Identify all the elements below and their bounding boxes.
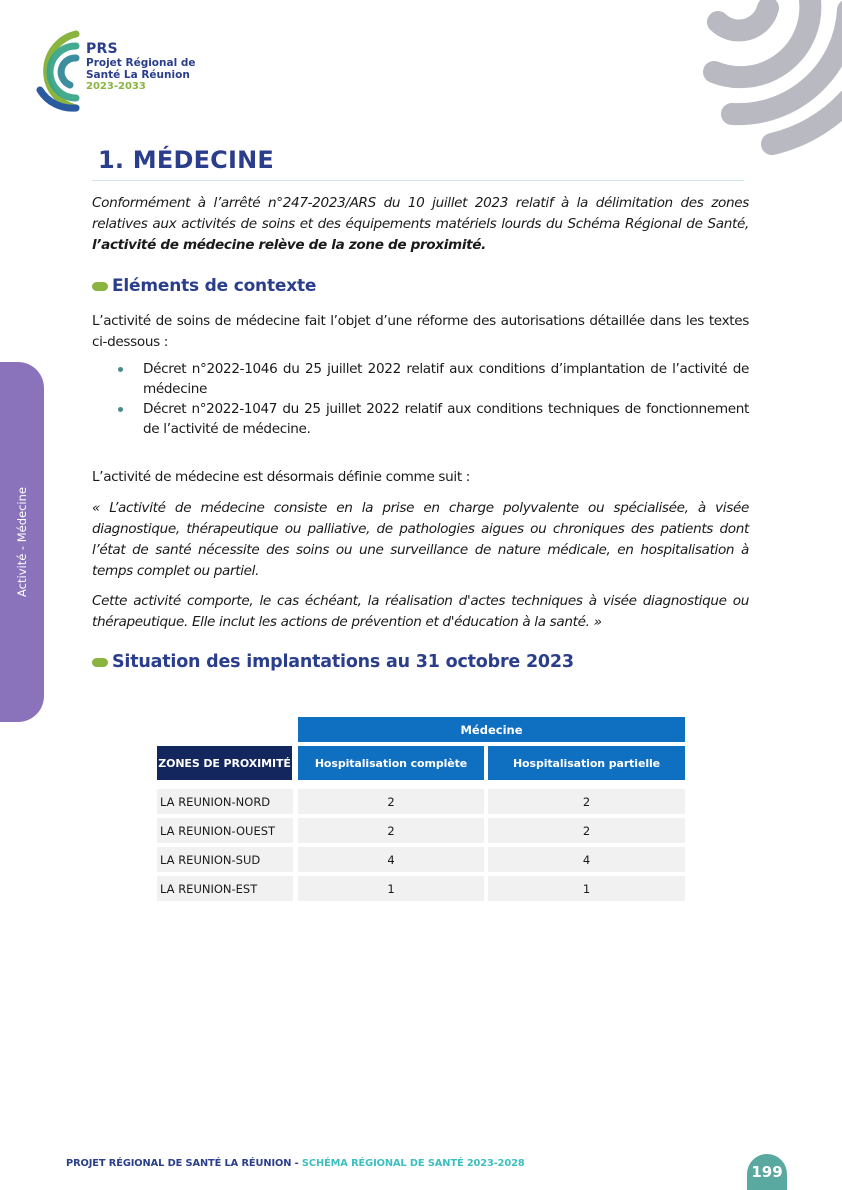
- footer-project-name: PROJET RÉGIONAL DE SANTÉ LA RÉUNION -: [66, 1158, 302, 1169]
- table-row: [157, 876, 685, 901]
- prs-logo-arcs-icon: [26, 30, 82, 112]
- definition-intro: L’activité de médecine est désormais définie comme suit :: [92, 469, 471, 485]
- logo-acronym: PRS: [86, 41, 118, 57]
- logo-line-2: Santé La Réunion: [86, 69, 190, 81]
- zone-cell: LA REUNION-NORD: [157, 789, 293, 814]
- table-header-row: [157, 746, 685, 780]
- green-pill-icon: [92, 658, 108, 667]
- partielle-cell: 4: [488, 847, 685, 872]
- header-zones: ZONES DE PROXIMITÉ: [157, 746, 292, 780]
- complete-cell: 2: [298, 818, 484, 843]
- heading-context: [92, 276, 316, 296]
- intro-text-2: relatif à la délimitation des zones relatives aux activités de soins et des équipements matériels lourds du Schéma Régional de Santé,: [92, 195, 749, 232]
- partielle-cell: 2: [488, 789, 685, 814]
- zone-cell: LA REUNION-OUEST: [157, 818, 293, 843]
- table-group-header: Médecine: [298, 717, 685, 742]
- context-paragraph: L’activité de soins de médecine fait l’objet d’une réforme des autorisations détaillée dans les textes ci-dessous :: [92, 313, 749, 350]
- partielle-cell: 2: [488, 818, 685, 843]
- heading-situation: [92, 652, 574, 672]
- zone-cell: LA REUNION-EST: [157, 876, 293, 901]
- header-hospitalisation-complete: Hospitalisation complète: [298, 746, 484, 780]
- title-divider: [92, 180, 744, 181]
- decree-list-item: Décret n°2022-1046 du 25 juillet 2022 relatif aux conditions d’implantation de l’activité de médecine: [117, 359, 749, 399]
- intro-paragraph: [92, 193, 749, 256]
- logo-years: 2023-2033: [86, 81, 146, 92]
- table-row: [157, 847, 685, 872]
- section-side-tab: [0, 362, 44, 722]
- complete-cell: 4: [298, 847, 484, 872]
- decorative-swirl-icon: [680, 0, 842, 160]
- intro-text-3: l’activité de médecine relève de la zone de proximité.: [92, 237, 486, 253]
- heading-context-label: Eléments de contexte: [112, 276, 317, 296]
- page-footer: [66, 1158, 525, 1169]
- definition-quote: « L’activité de médecine consiste en la prise en charge polyvalente ou spécialisée, à visée diagnostique, thérapeutique ou palliative, de pathologies aigues ou chroniques des patients dont l’état de santé nécessite des soins ou une surveillance de nature médicale, en hospitalisation à temps complet ou partiel.: [92, 500, 749, 579]
- zone-cell: LA REUNION-SUD: [157, 847, 293, 872]
- decree-list: [117, 359, 749, 439]
- logo-line-1: Projet Régional de: [86, 57, 196, 69]
- partielle-cell: 1: [488, 876, 685, 901]
- table-row: [157, 789, 685, 814]
- page-title: 1. MÉDECINE: [98, 146, 274, 174]
- green-pill-icon: [92, 282, 108, 291]
- decree-list-item: Décret n°2022-1047 du 25 juillet 2022 relatif aux conditions techniques de fonctionnement de l’activité de médecine.: [117, 399, 749, 439]
- complete-cell: 1: [298, 876, 484, 901]
- definition-quote-continued: Cette activité comporte, le cas échéant, la réalisation d'actes techniques à visée diagnostique ou thérapeutique. Elle inclut les actions de prévention et d'éducation à la santé. »: [92, 593, 749, 630]
- header-hospitalisation-partielle: Hospitalisation partielle: [488, 746, 685, 780]
- side-tab-label: Activité - Médecine: [15, 487, 29, 597]
- footer-schema-name: SCHÉMA RÉGIONAL DE SANTÉ 2023-2028: [301, 1158, 525, 1169]
- heading-situation-label: Situation des implantations au 31 octobre 2023: [112, 652, 574, 672]
- page-number: 199: [747, 1154, 787, 1190]
- intro-text-1: Conformément à l’arrêté n°247-2023/ARS du 10 juillet 2023: [92, 195, 516, 211]
- table-row: [157, 818, 685, 843]
- prs-logo: [26, 30, 226, 112]
- complete-cell: 2: [298, 789, 484, 814]
